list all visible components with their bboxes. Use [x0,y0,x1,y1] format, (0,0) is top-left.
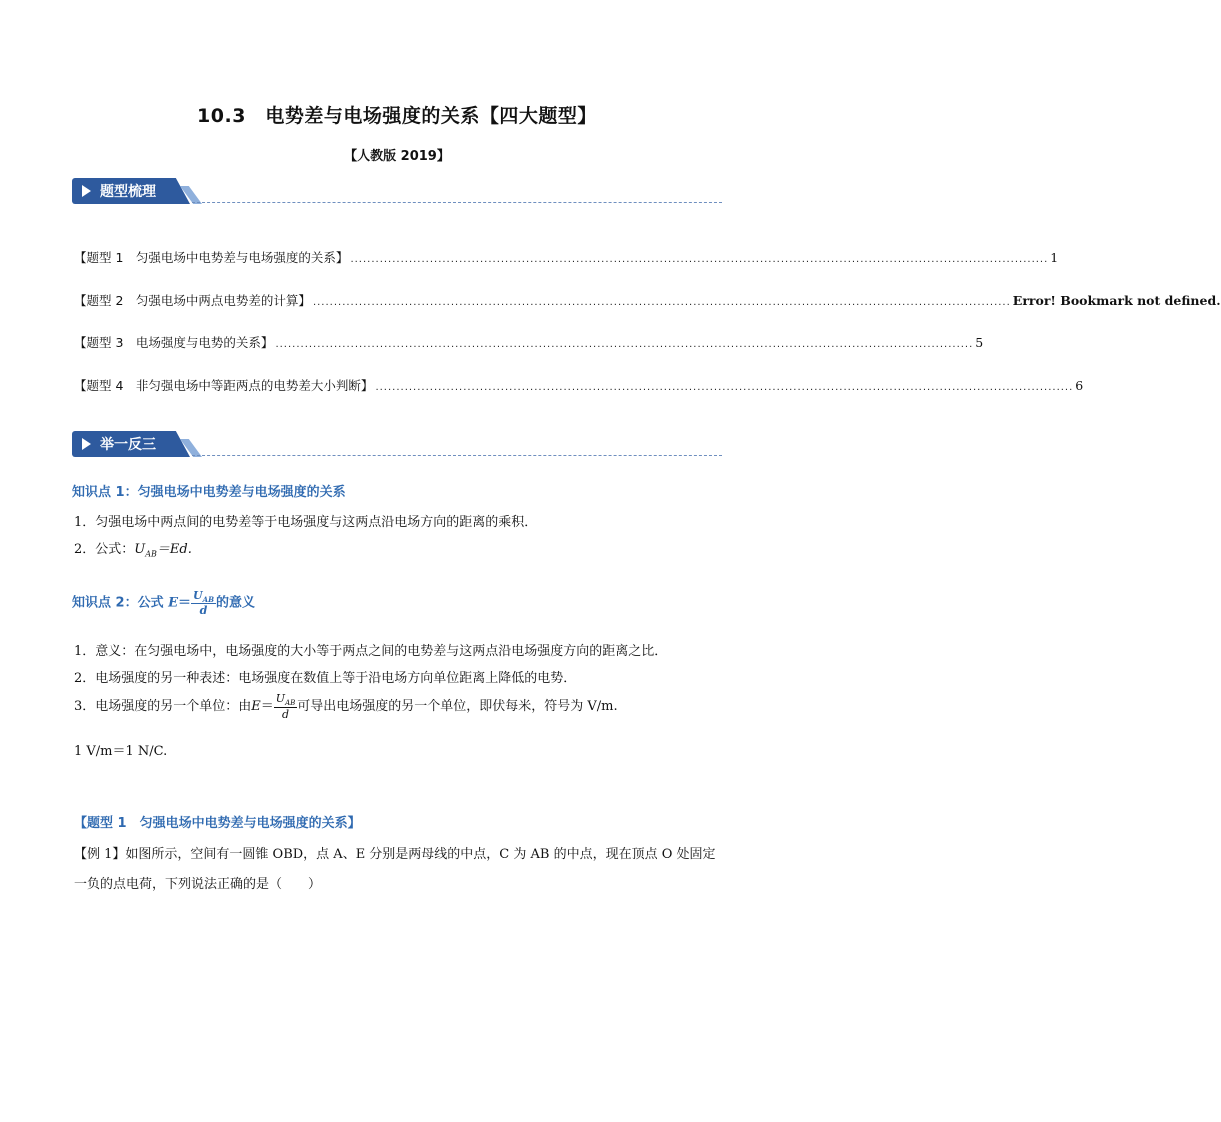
fraction-numerator: U [275,692,286,705]
banner-label: 题型梳理 [100,184,156,200]
knowledge-point-2-line-3 [74,693,618,720]
formula-fraction [274,693,297,720]
formula-fraction [191,590,216,616]
toc-item-label: 【题型 2 匀强电场中两点电势差的计算】 [74,293,311,308]
banner-label: 举一反三 [100,437,156,453]
toc-leader: ....................................................................................................................................................................... [275,339,974,350]
banner-divider [192,455,722,456]
toc-leader: ....................................................................................................................................................................... [375,382,1074,393]
document-subtitle: 【人教版 2019】 [344,149,450,164]
play-arrow-icon [82,185,91,197]
kp2-title-suffix: 的意义 [216,595,256,611]
toc-leader: ....................................................................................................................................................................... [350,254,1049,265]
kp2-line3-suffix: 可导出电场强度的另一个单位，即伏每米，符号为 V/m. [297,699,618,715]
section-1-heading: 【题型 1 匀强电场中电势差与电场强度的关系】 [74,816,361,831]
formula-e: E [168,595,179,611]
knowledge-point-2-line-4: 1 V/m＝1 N/C. [74,744,168,759]
formula-u-subscript: AB [145,549,157,559]
knowledge-point-2-line-2: 2．电场强度的另一种表述：电场强度在数值上等于沿电场方向单位距离上降低的电势． [74,671,577,686]
play-arrow-icon [82,438,91,450]
toc-leader: ....................................................................................................................................................................... [312,297,1011,308]
knowledge-point-1-line-2 [74,538,192,559]
kp2-title-prefix: 知识点 2：公式 [72,595,164,611]
knowledge-point-2-line-1: 1．意义：在匀强电场中，电场强度的大小等于两点之间的电势差与这两点沿电场强度方向的距离之比． [74,644,668,659]
banner-overview [72,178,722,206]
toc-item-label: 【题型 1 匀强电场中电势差与电场强度的关系】 [74,250,349,265]
toc-item-page: Error! Bookmark not defined. [1012,293,1221,308]
knowledge-point-1-line-1: 1．匀强电场中两点间的电势差等于电场强度与这两点沿电场方向的距离的乘积． [74,515,538,530]
fraction-numerator: U [193,589,203,602]
toc-item[interactable] [74,248,1059,266]
toc-item-page: 5 [975,335,984,350]
formula-eq: ＝ [178,595,192,611]
toc-item-page: 1 [1050,250,1059,265]
formula-rest: ＝Ed. [156,542,192,557]
formula-u: U [134,542,146,557]
formula-eq: ＝ [260,699,274,715]
fraction-denominator: d [282,708,290,722]
banner-examples [72,431,722,459]
formula-label: 2．公式： [74,542,135,557]
knowledge-point-2-title [72,590,255,616]
fraction-numerator-sub: AB [202,595,214,605]
formula-e: E [251,699,261,715]
toc-item[interactable] [74,333,984,351]
toc-item-page: 6 [1075,378,1084,393]
example-1-text: 【例 1】如图所示，空间有一圆锥 OBD，点 A、E 分别是两母线的中点，C 为 AB 的中点，现在顶点 O 处固定一负的点电荷，下列说法正确的是（ ） [74,847,716,892]
fraction-numerator-sub: AB [285,699,296,708]
fraction-denominator: d [199,604,208,618]
toc-item[interactable] [74,376,1084,394]
document-title: 10.3 电势差与电场强度的关系【四大题型】 [197,105,597,127]
toc-item-label: 【题型 4 非匀强电场中等距两点的电势差大小判断】 [74,378,374,393]
kp2-line3-prefix: 3．电场强度的另一个单位：由 [74,699,252,715]
toc-item-label: 【题型 3 电场强度与电势的关系】 [74,335,274,350]
toc-item[interactable] [74,291,1221,309]
banner-divider [192,202,722,203]
knowledge-point-1-title: 知识点 1：匀强电场中电势差与电场强度的关系 [72,485,346,500]
